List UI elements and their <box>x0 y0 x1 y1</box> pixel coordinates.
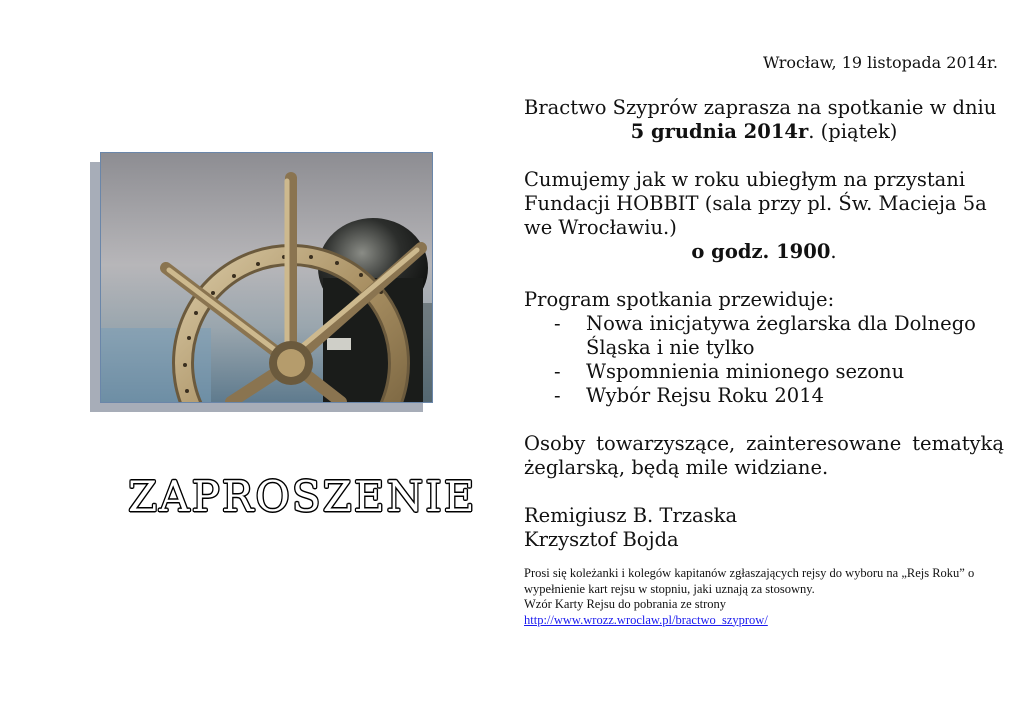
meeting-time <box>524 240 1004 264</box>
signature-1: Remigiusz B. Trzaska <box>524 504 738 527</box>
footnote-download: Wzór Karty Rejsu do pobrania ze strony <box>524 597 727 611</box>
list-item-text: Wybór Rejsu Roku 2014 <box>586 384 825 407</box>
invitation-body <box>524 96 1004 628</box>
invitation-title: ZAPROSZENIE <box>128 472 477 521</box>
signature-2: Krzysztof Bojda <box>524 528 679 551</box>
list-item-text: Nowa inicjatywa żeglarska dla Dolnego Śląska i nie tylko <box>586 312 976 359</box>
ship-wheel-icon <box>100 152 433 403</box>
list-dash: - <box>554 384 561 407</box>
meeting-time-suffix: . <box>830 240 837 263</box>
meeting-location: Cumujemy jak w roku ubiegłym na przystani Fundacji HOBBIT (sala przy pl. Św. Macieja 5a we Wrocławiu.) <box>524 168 987 239</box>
ship-wheel-image <box>90 152 435 414</box>
list-dash: - <box>554 312 561 335</box>
list-item <box>524 360 1004 384</box>
meeting-date-suffix: . (piątek) <box>808 120 898 143</box>
download-link[interactable]: http://www.wrozz.wroclaw.pl/bractwo_szyprow/ <box>524 612 768 627</box>
list-item <box>524 384 1004 408</box>
list-item-text: Wspomnienia minionego sezonu <box>586 360 905 383</box>
invite-intro: Bractwo Szyprów zaprasza na spotkanie w dniu <box>524 96 997 119</box>
place-date-line: Wrocław, 19 listopada 2014r. <box>763 53 998 72</box>
program-list <box>524 312 1004 408</box>
footnote-request: Prosi się koleżanki i kolegów kapitanów zgłaszających rejsy do wyboru na „Rejs Roku” o wypełnienie kart rejsu w stopniu, jaki uznają za stosowny. <box>524 566 975 596</box>
meeting-date <box>524 120 1004 144</box>
meeting-date-bold: 5 grudnia 2014r <box>630 120 809 143</box>
list-dash: - <box>554 360 561 383</box>
guests-note: Osoby towarzyszące, zainteresowane tematyką żeglarską, będą mile widziane. <box>524 432 1004 479</box>
meeting-time-bold: o godz. 1900 <box>691 240 831 263</box>
program-heading: Program spotkania przewiduje: <box>524 288 835 311</box>
list-item <box>524 312 1004 360</box>
footnote <box>524 566 1004 628</box>
